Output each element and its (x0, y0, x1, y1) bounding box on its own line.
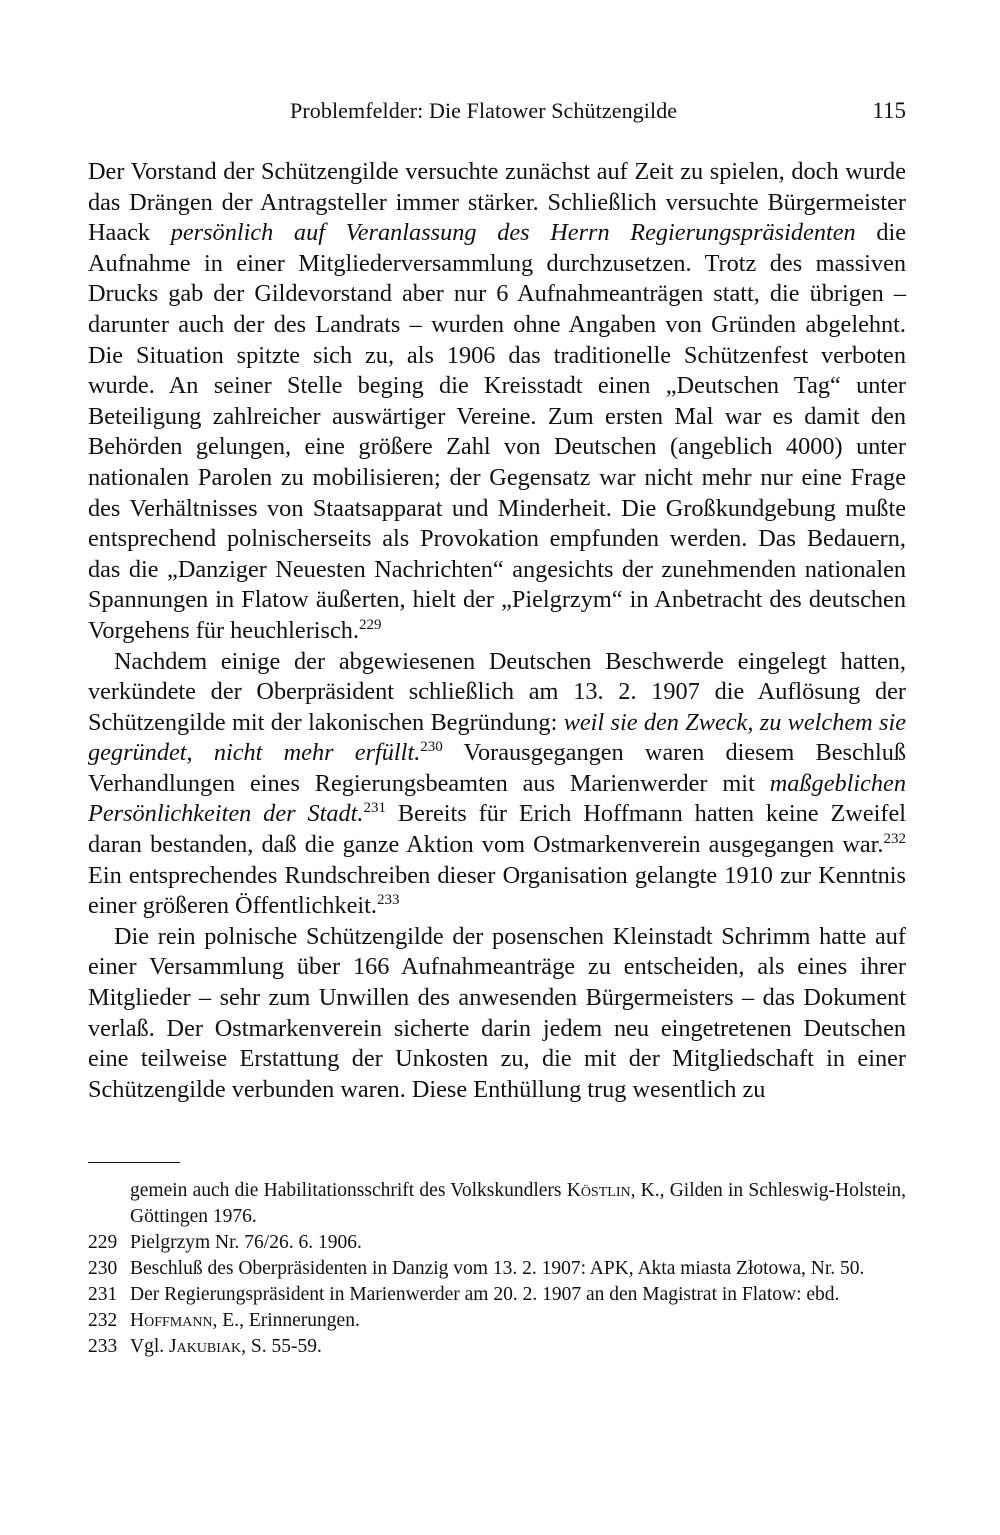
running-title: Problemfelder: Die Flatower Schützengilde (290, 98, 678, 123)
italic-text: weil sie den Zweck, zu welchem sie gegründet, nicht mehr erfüllt. (88, 708, 907, 767)
text-run: Vgl. (130, 1336, 169, 1357)
text-run: Ein entsprechendes Rundschreiben dieser Organisation gelangte 1910 zur Kenntnis einer größeren Öffentlichkeit. (88, 861, 906, 920)
footnote (88, 1178, 906, 1230)
footnote-ref: 229 (359, 616, 382, 633)
footnote (88, 1334, 906, 1360)
footnotes (88, 1178, 906, 1360)
text-run: Pielgrzym Nr. 76/26. 6. 1906. (130, 1232, 362, 1253)
page-header (88, 98, 906, 134)
footnote-ref: 233 (376, 892, 400, 909)
footnote-text (130, 1284, 839, 1305)
footnote-separator (88, 1162, 180, 1163)
paragraph (88, 922, 906, 1106)
footnote-number: 230 (88, 1258, 118, 1279)
paragraph (88, 647, 906, 922)
text-run: Vorausgegangen waren diesem Beschluß Verhandlungen eines Regierungsbeamten aus Marienwerder mit (88, 739, 906, 797)
author-name: Hoffmann (130, 1310, 213, 1331)
author-name: Jakubiak (169, 1336, 242, 1357)
footnote-number: 233 (88, 1336, 118, 1357)
page-number: 115 (872, 98, 906, 123)
author-name: Köstlin (566, 1180, 631, 1201)
footnote (88, 1282, 906, 1308)
footnote-ref: 230 (420, 739, 443, 756)
footnote-text (130, 1180, 906, 1227)
text-run: Beschluß des Oberpräsidenten in Danzig vom 13. 2. 1907: APK, Akta miasta Złotowa, Nr. 50. (130, 1258, 865, 1279)
text-run: , E., Erinnerungen. (212, 1310, 360, 1331)
footnote-text (130, 1310, 360, 1331)
text-run: Bereits für Erich Hoffmann hatten keine Zweifel daran bestanden, daß die ganze Aktion vom Ostmarkenverein ausgegangen war. (88, 800, 906, 859)
footnote-text (130, 1336, 322, 1357)
text-run: Der Regierungspräsident in Marienwerder am 20. 2. 1907 an den Magistrat in Flatow: ebd. (130, 1284, 840, 1305)
main-text (88, 157, 906, 1105)
footnote-text (130, 1232, 362, 1253)
footnote-number: 231 (88, 1284, 118, 1305)
paragraph (88, 157, 906, 647)
italic-text: persönlich auf Veranlassung des Herrn Regierungspräsidenten (170, 219, 856, 247)
text-run: die Aufnahme in einer Mitgliederversammlung durchzusetzen. Trotz des massiven Drucks gab der Gildevorstand aber nur 6 Aufnahmeanträgen statt, die übrigen – darunter auch der des Landrats – wurden ohne Angaben von Gründen abgelehnt. Die Situation spitzte sich zu, als 1906 das traditionelle Schützenfest verboten wurde. An seiner Stelle beging die Kreisstadt einen „Deutschen Tag“ unter Beteiligung zahlreicher auswärtiger Vereine. Zum ersten Mal war es damit den Behörden gelungen, eine größere Zahl von Deutschen (angeblich 4000) unter nationalen Parolen zu mobilisieren; der Gegensatz war nicht mehr nur eine Frage des Verhältnisses von Staatsapparat und Minderheit. Die Großkundgebung mußte entsprechend polnischerseits als Provokation empfunden werden. Das Bedauern, das die „Danziger Neuesten Nachrichten“ angesichts der zunehmenden nationalen Spannungen in Flatow äußerten, hielt der „Pielgrzym“ in Anbetracht des deutschen Vorgehens für heuchlerisch. (88, 219, 907, 644)
footnote-ref: 231 (363, 800, 386, 817)
footnote (88, 1308, 906, 1334)
footnote (88, 1256, 906, 1282)
text-run: Nachdem einige der abgewiesenen Deutschen Beschwerde eingelegt hatten, verkündete der Oberpräsident schließlich am 13. 2. 1907 die Auflösung der Schützengilde mit der lakonischen Begründung: (88, 647, 906, 736)
text-run: Der Vorstand der Schützengilde versuchte zunächst auf Zeit zu spielen, doch wurde das Drängen der Antragsteller immer stärker. Schließlich versuchte Bürgermeister Haack (88, 158, 906, 247)
text-run: , S. 55-59. (241, 1336, 322, 1357)
text-run: Die rein polnische Schützengilde der posenschen Kleinstadt Schrimm hatte auf einer Versammlung über 166 Aufnahmeanträge zu entscheiden, als eines ihrer Mitglieder – sehr zum Unwillen des anwesenden Bürgermeisters – das Dokument verlaß. Der Ostmarkenverein sicherte darin jedem neu eingetretenen Deutschen eine teilweise Erstattung der Unkosten zu, die mit der Mitgliedschaft in einer Schützengilde verbunden waren. Diese Enthüllung trug wesentlich zu (88, 922, 906, 1103)
italic-text: maßgeblichen Persönlichkeiten der Stadt. (88, 769, 906, 828)
text-run: , K., Gilden in Schleswig-Holstein, Göttingen 1976. (130, 1180, 906, 1227)
footnote-text (130, 1258, 864, 1279)
footnote (88, 1230, 906, 1256)
text-run: gemein auch die Habilitationsschrift des Volkskundlers (130, 1180, 567, 1201)
footnote-number: 229 (88, 1232, 118, 1253)
footnote-number: 232 (88, 1310, 118, 1331)
footnote-ref: 232 (883, 831, 906, 848)
